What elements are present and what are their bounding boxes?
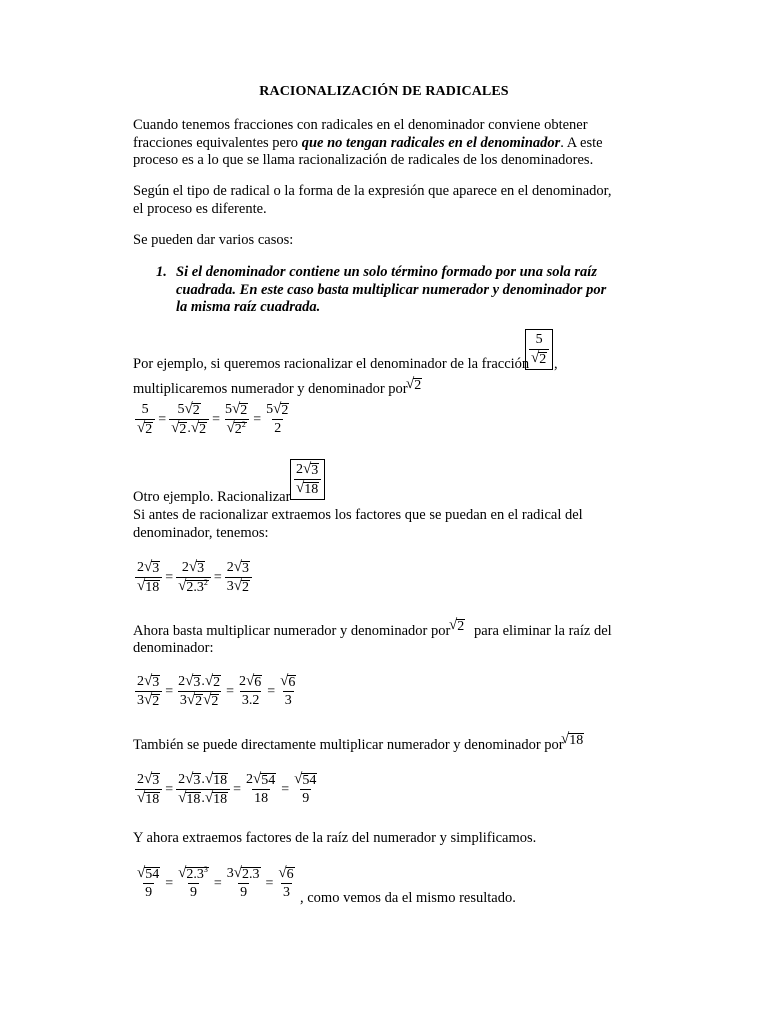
equals-sign: =	[165, 569, 174, 585]
radicand: 18	[145, 580, 160, 595]
dot: .	[201, 772, 205, 787]
sqrt-18-inline	[561, 732, 584, 747]
example-2-boxed-fraction	[290, 459, 325, 500]
coefficient: 5	[266, 402, 274, 417]
fraction	[176, 674, 223, 709]
example-2-line-5: Y ahora extraemos factores de la raíz del numerador y simplificamos.	[133, 830, 537, 846]
equals-sign: =	[158, 411, 167, 427]
radical-sign-icon: √	[137, 420, 146, 436]
fraction-box	[525, 329, 553, 370]
radical-sign-icon: √	[406, 376, 415, 392]
radicand: 2	[213, 675, 221, 690]
example-2-line-1: Otro ejemplo. Racionalizar	[133, 489, 291, 505]
radicand: 2	[281, 403, 289, 418]
radical-sign-icon: √	[144, 692, 153, 708]
radicand: 18	[213, 773, 228, 788]
denominator	[135, 577, 162, 595]
numerator	[176, 866, 211, 883]
radical-sign-icon: √	[280, 673, 289, 689]
numerator	[135, 772, 162, 789]
radical-sign-icon: √	[188, 559, 198, 575]
radicand: 2	[242, 580, 250, 595]
numerator	[225, 866, 263, 883]
radicand: 18	[304, 482, 319, 497]
radicand: 2	[240, 403, 248, 418]
denominator	[176, 577, 211, 595]
denominator	[225, 419, 249, 437]
radicand	[234, 422, 247, 436]
denominator: 18	[254, 791, 269, 806]
intro-text-a: Cuando tenemos fracciones con radicales en el denominador conviene obtener fracciones equivalentes pero	[133, 117, 588, 151]
fraction	[135, 560, 162, 595]
denominator	[176, 789, 230, 807]
radical-sign-icon: √	[137, 578, 146, 594]
numerator	[176, 402, 203, 419]
example-2-line-3c: denominador:	[133, 640, 214, 656]
intro-emphasis: que no tengan radicales en el denominador	[301, 134, 561, 151]
denominator: 3	[284, 693, 292, 708]
equals-sign: =	[213, 875, 222, 891]
numerator	[135, 674, 162, 691]
numerator	[135, 560, 162, 577]
numerator	[135, 866, 162, 883]
coefficient: 2	[137, 674, 144, 689]
radical-sign-icon: √	[303, 461, 312, 477]
fraction	[276, 866, 296, 901]
coefficient: 3	[137, 693, 144, 708]
intro-paragraph-1	[133, 117, 623, 170]
radicand: 3	[197, 561, 205, 576]
numerator	[225, 560, 252, 577]
coefficient: 2	[178, 674, 186, 689]
equals-sign: =	[165, 683, 174, 699]
coefficient: 2	[178, 772, 186, 787]
numerator	[244, 772, 278, 789]
equals-sign: =	[233, 781, 242, 797]
radical-sign-icon: √	[204, 790, 214, 806]
coefficient: 2	[181, 560, 189, 575]
radical-sign-icon: √	[233, 578, 243, 594]
radical-sign-icon: √	[296, 480, 305, 496]
numerator	[294, 462, 321, 479]
radical-sign-icon: √	[144, 771, 153, 787]
radical-sign-icon: √	[204, 771, 214, 787]
dot: .	[201, 791, 205, 806]
radical-sign-icon: √	[171, 420, 180, 436]
radicand: 3	[152, 561, 160, 576]
sqrt	[531, 351, 547, 366]
coefficient: 2	[296, 462, 303, 477]
fraction	[135, 772, 162, 807]
page-title: RACIONALIZACIÓN DE RADICALES	[259, 84, 509, 99]
intro-paragraph-2: Según el tipo de radical o la forma de la expresión que aparece en el denominador, el proceso es diferente.	[133, 183, 612, 217]
exponent: 2	[241, 420, 246, 429]
denominator: 9	[240, 885, 248, 900]
numerator	[176, 674, 223, 691]
radical-sign-icon: √	[561, 731, 570, 747]
radicand: 6	[288, 675, 296, 690]
base: 2.3	[186, 867, 204, 882]
coefficient: 3	[226, 579, 234, 594]
denominator: 9	[302, 791, 310, 806]
numerator	[278, 674, 298, 691]
radical-sign-icon: √	[203, 692, 212, 708]
equation-5	[135, 866, 297, 901]
numerator: 5	[141, 402, 149, 417]
denominator	[135, 789, 162, 807]
fraction	[169, 402, 209, 437]
example-2-line-3b: para eliminar la raíz del	[474, 623, 612, 639]
example-1-line-2: multiplicaremos numerador y denominador por	[133, 381, 408, 397]
example-2-line-6: , como vemos da el mismo resultado.	[300, 890, 516, 906]
fraction-box	[290, 459, 325, 500]
base: 2.3	[186, 580, 204, 595]
radical-sign-icon: √	[232, 401, 241, 417]
example-1-boxed-fraction	[525, 329, 553, 370]
fraction	[135, 674, 162, 709]
radicand: 54	[261, 773, 276, 788]
radical-sign-icon: √	[144, 559, 153, 575]
radical-sign-icon: √	[137, 790, 146, 806]
numerator	[292, 772, 319, 789]
coefficient: 3	[226, 866, 234, 881]
denominator	[294, 479, 321, 497]
denominator	[169, 419, 209, 437]
fraction	[176, 772, 230, 807]
equals-sign: =	[281, 781, 290, 797]
case-1-number: 1.	[156, 264, 167, 280]
radicand: 3	[152, 773, 160, 788]
numerator	[176, 772, 230, 789]
denominator: 9	[145, 885, 153, 900]
radicand	[185, 867, 209, 881]
dot: .	[187, 421, 191, 436]
base: 2	[234, 422, 242, 437]
intro-paragraph-3: Se pueden dar varios casos:	[133, 232, 294, 248]
case-1-text: Si el denominador contiene un solo término formado por una sola raíz cuadrada. En este caso basta multiplicar numerador y denominador por la misma raíz cuadrada.	[176, 264, 607, 315]
denominator	[225, 577, 252, 595]
radicand: 18	[213, 792, 228, 807]
radicand: 3	[242, 561, 250, 576]
exponent: 2	[203, 578, 208, 587]
equals-sign: =	[267, 683, 276, 699]
example-2-line-3a: Ahora basta multiplicar numerador y denominador por	[133, 623, 451, 639]
coefficient: 3	[179, 693, 187, 708]
equation-2	[135, 560, 252, 595]
equals-sign: =	[253, 411, 262, 427]
radicand: 2	[145, 422, 153, 437]
coefficient: 5	[177, 402, 185, 417]
equals-sign: =	[165, 781, 174, 797]
example-2-line-4: También se puede directamente multiplicar numerador y denominador por	[133, 737, 564, 753]
exponent: 3	[203, 865, 208, 874]
radicand: 3	[193, 773, 201, 788]
numerator	[223, 402, 250, 419]
sqrt-2-inline	[406, 377, 422, 392]
radical-sign-icon: √	[233, 865, 243, 881]
radical-sign-icon: √	[185, 771, 194, 787]
equation-3	[135, 674, 298, 709]
radicand: 2	[414, 378, 422, 393]
radicand: 2	[195, 694, 203, 709]
radical-sign-icon: √	[178, 790, 187, 806]
coefficient: 5	[225, 402, 233, 417]
radicand: 6	[254, 675, 262, 690]
radicand: 2	[199, 422, 207, 437]
dot: .	[201, 674, 205, 689]
radical-sign-icon: √	[178, 578, 187, 594]
radicand: 18	[569, 733, 584, 748]
radicand: 54	[145, 867, 160, 882]
radical-sign-icon: √	[226, 420, 235, 436]
radicand: 2	[211, 694, 219, 709]
numerator	[237, 674, 264, 691]
radical-sign-icon: √	[233, 559, 243, 575]
fraction	[135, 866, 162, 901]
sqrt-2-inline	[449, 618, 465, 633]
radical-sign-icon: √	[185, 673, 194, 689]
fraction	[135, 402, 155, 437]
example-1-comma: ,	[554, 356, 558, 372]
numerator: 5	[535, 332, 543, 347]
radicand: 2	[192, 403, 200, 418]
numerator	[264, 402, 291, 419]
radicand: 6	[286, 867, 294, 882]
example-1-line-1: Por ejemplo, si queremos racionalizar el denominador de la fracción	[133, 356, 530, 372]
coefficient: 2	[137, 560, 144, 575]
radical-sign-icon: √	[186, 692, 196, 708]
radicand: 3	[193, 675, 201, 690]
intro-text-b: . A este proceso es a lo que se llama racionalización de radicales de los denominadores.	[133, 134, 603, 168]
radical-sign-icon: √	[144, 673, 153, 689]
radicand: 18	[145, 792, 160, 807]
equals-sign: =	[212, 411, 221, 427]
fraction	[225, 560, 252, 595]
radical-sign-icon: √	[253, 771, 262, 787]
radicand: 18	[186, 792, 201, 807]
fraction	[237, 674, 264, 709]
fraction	[176, 866, 211, 901]
fraction	[292, 772, 319, 807]
radical-sign-icon: √	[190, 420, 200, 436]
numerator	[180, 560, 207, 577]
denominator: 3.2	[241, 693, 260, 708]
radical-sign-icon: √	[178, 865, 187, 881]
example-2-line-2: Si antes de racionalizar extraemos los factores que se puedan en el radical del denominador, tenemos:	[133, 507, 583, 541]
radicand: 2	[152, 694, 160, 709]
radicand: 2	[179, 422, 187, 437]
denominator	[178, 691, 221, 709]
equation-4	[135, 772, 319, 807]
radicand	[185, 580, 209, 594]
radicand: 54	[302, 773, 317, 788]
radical-sign-icon: √	[137, 865, 146, 881]
coefficient: 2	[226, 560, 234, 575]
coefficient: 2	[239, 674, 247, 689]
radicand: 3	[152, 675, 160, 690]
radical-sign-icon: √	[294, 771, 303, 787]
denominator	[135, 691, 162, 709]
fraction	[244, 772, 278, 807]
radical-sign-icon: √	[273, 401, 282, 417]
denominator: 2	[274, 421, 282, 436]
denominator: 9	[190, 885, 197, 900]
fraction	[529, 332, 549, 367]
coefficient: 2	[246, 772, 254, 787]
fraction	[264, 402, 291, 437]
radicand: 3	[311, 463, 319, 478]
fraction	[294, 462, 321, 497]
radical-sign-icon: √	[278, 865, 287, 881]
fraction	[176, 560, 211, 595]
denominator: 3	[283, 885, 291, 900]
numerator	[276, 866, 296, 883]
radicand: 2	[457, 619, 465, 634]
equation-1	[135, 402, 291, 437]
fraction	[223, 402, 250, 437]
equals-sign: =	[226, 683, 235, 699]
coefficient: 2	[137, 772, 144, 787]
equals-sign: =	[265, 875, 274, 891]
radical-sign-icon: √	[204, 673, 214, 689]
radical-sign-icon: √	[531, 350, 540, 366]
equals-sign: =	[213, 569, 222, 585]
denominator	[135, 419, 155, 437]
fraction	[278, 674, 298, 709]
radicand: 2	[539, 352, 547, 367]
radical-sign-icon: √	[184, 401, 193, 417]
radicand: 2.3	[242, 867, 260, 882]
fraction	[225, 866, 263, 901]
radical-sign-icon: √	[449, 617, 458, 633]
equals-sign: =	[165, 875, 174, 891]
radical-sign-icon: √	[246, 673, 255, 689]
denominator	[529, 349, 549, 367]
